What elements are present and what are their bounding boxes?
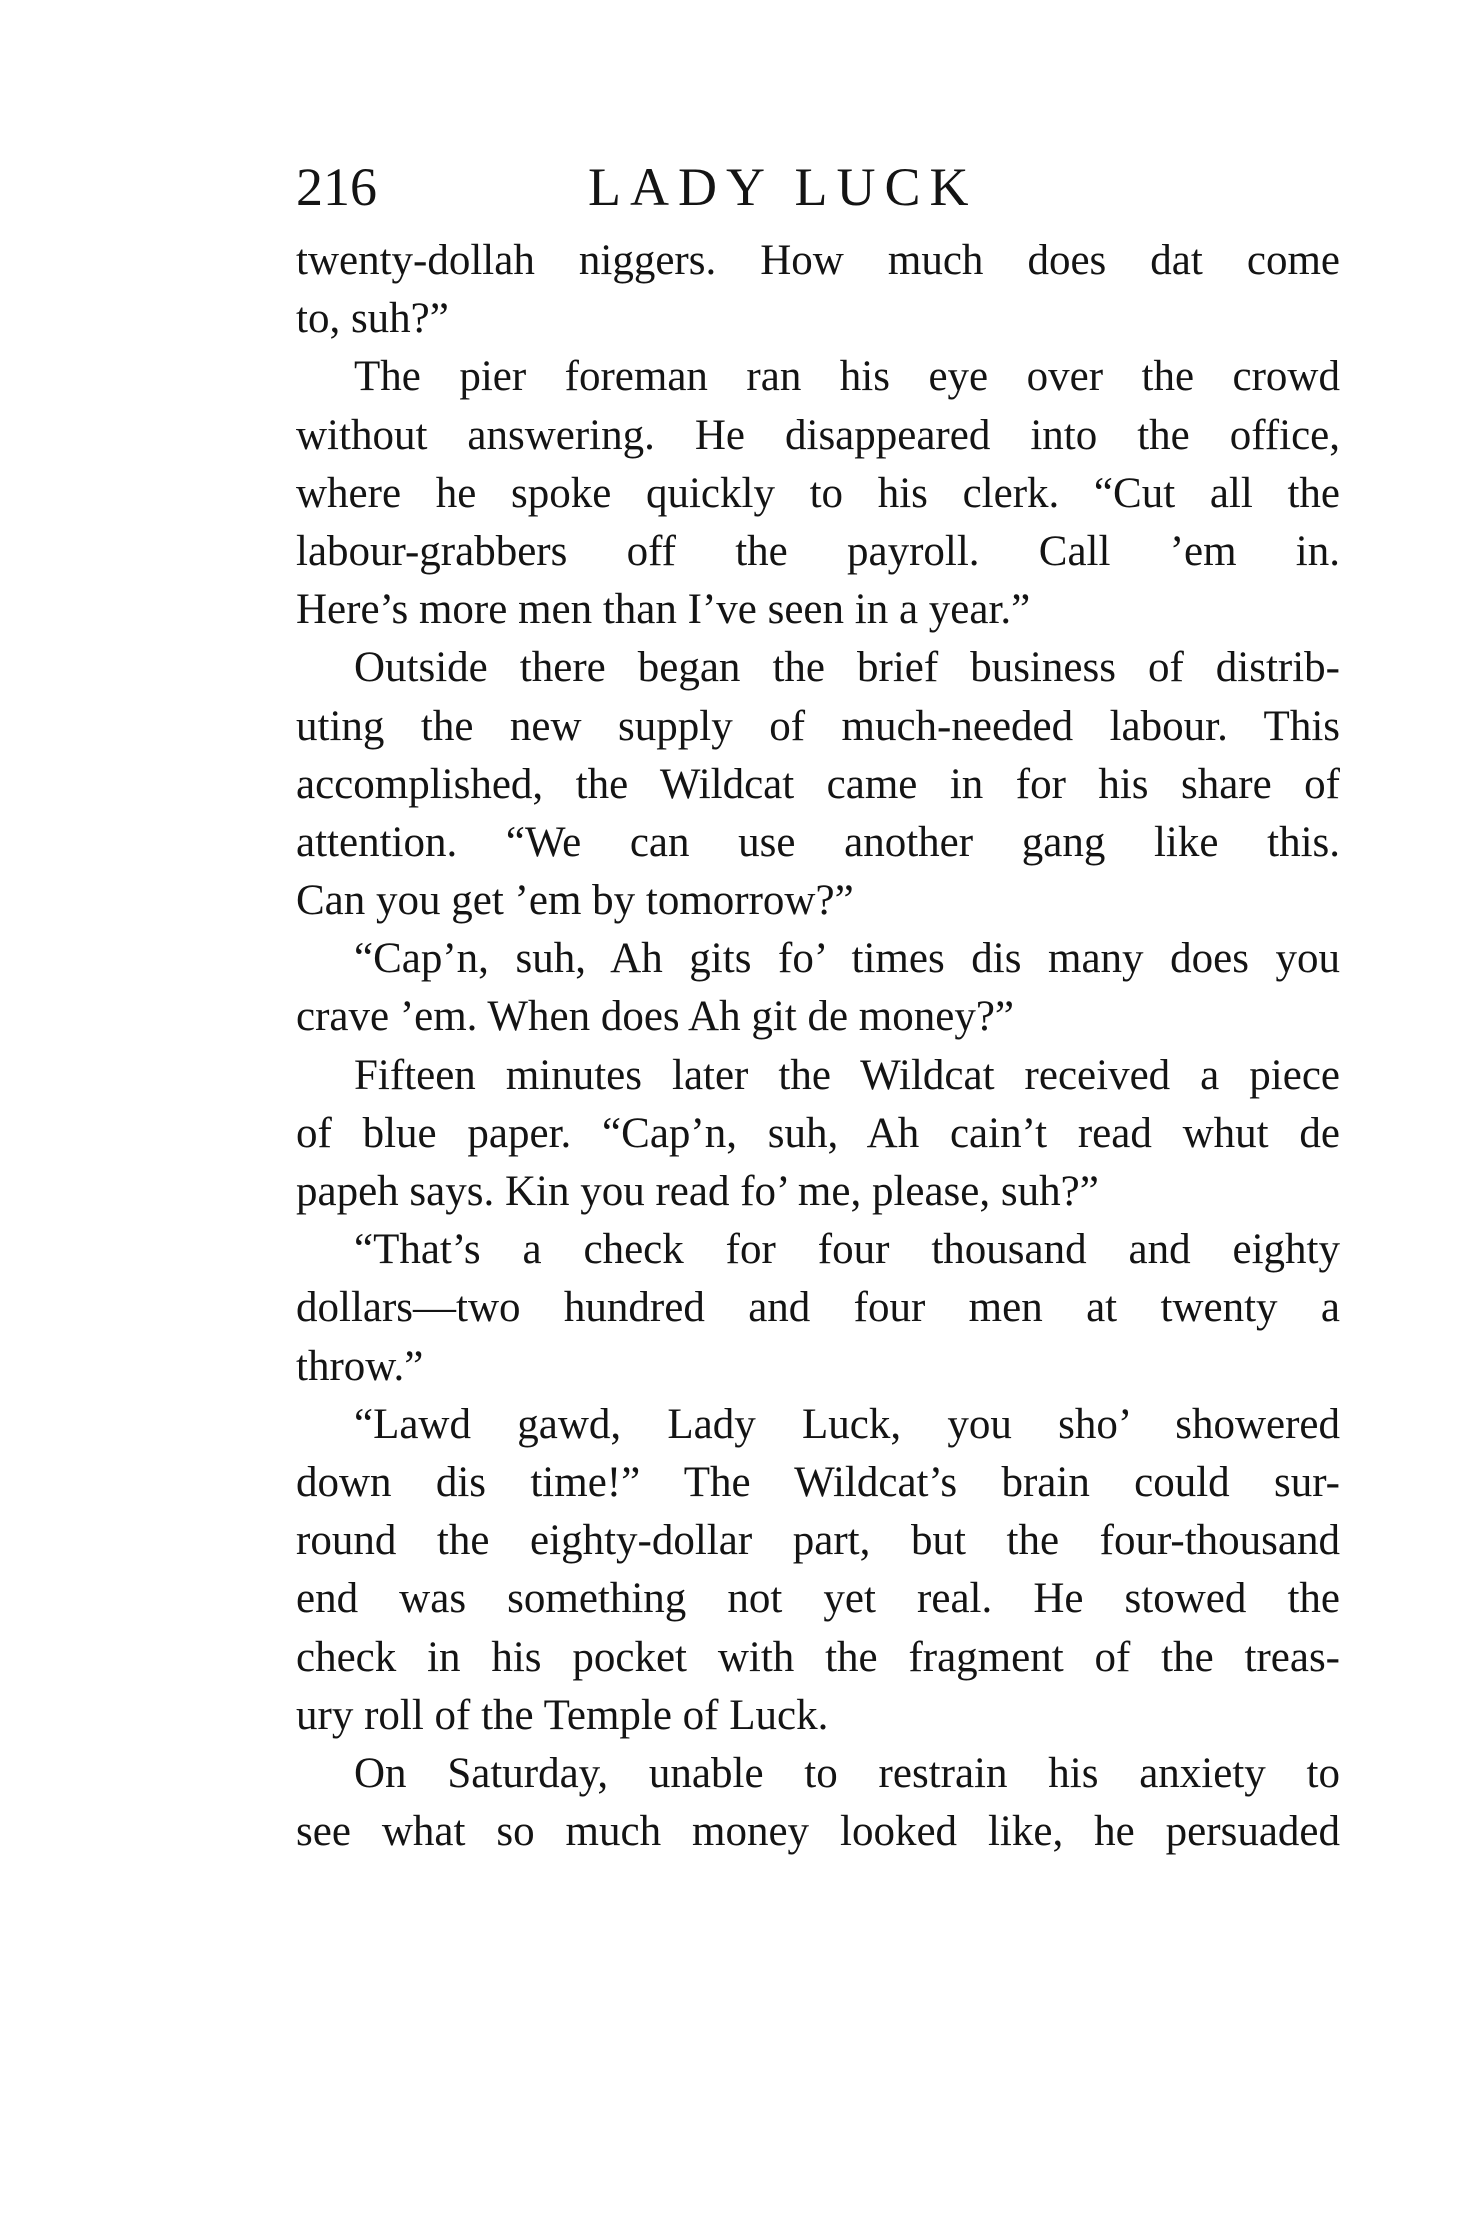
text-line: without answering. He disappeared into the office,	[296, 411, 1340, 459]
paragraph	[296, 639, 1340, 930]
text-line: attention. “We can use another gang like this.	[296, 818, 1340, 866]
text-line: throw.”	[296, 1342, 424, 1390]
text-line: “Lawd gawd, Lady Luck, you sho’ showered	[354, 1400, 1340, 1448]
body-text	[296, 232, 1340, 1861]
text-line: dollars—two hundred and four men at twenty a	[296, 1284, 1340, 1332]
text-line: round the eighty-dollar part, but the four-thousand	[296, 1517, 1340, 1565]
text-line: crave ’em. When does Ah git de money?”	[296, 993, 1015, 1041]
text-line: uting the new supply of much-needed labour. This	[296, 702, 1340, 750]
page-number: 216	[296, 157, 377, 217]
text-line: ury roll of the Temple of Luck.	[296, 1691, 829, 1739]
running-head	[296, 152, 1356, 222]
paragraph	[296, 232, 1340, 348]
text-line: see what so much money looked like, he persuaded	[296, 1808, 1340, 1856]
text-line: down dis time!” The Wildcat’s brain could sur-	[296, 1458, 1340, 1506]
text-line: to, suh?”	[296, 295, 449, 343]
text-line: accomplished, the Wildcat came in for his share of	[296, 760, 1340, 808]
paragraph	[296, 348, 1340, 639]
text-line: labour-grabbers off the payroll. Call ’em in.	[296, 527, 1340, 575]
text-line: of blue paper. “Cap’n, suh, Ah cain’t read whut de	[296, 1109, 1340, 1157]
text-line: The pier foreman ran his eye over the crowd	[354, 353, 1340, 401]
text-line: On Saturday, unable to restrain his anxiety to	[354, 1749, 1340, 1797]
text-line: “That’s a check for four thousand and eighty	[354, 1226, 1340, 1274]
paragraph	[296, 1396, 1340, 1745]
paragraph	[296, 930, 1340, 1046]
text-line: Here’s more men than I’ve seen in a year.”	[296, 586, 1031, 634]
text-line: Fifteen minutes later the Wildcat received a piece	[354, 1051, 1340, 1099]
text-line: Can you get ’em by tomorrow?”	[296, 877, 854, 925]
text-line: “Cap’n, suh, Ah gits fo’ times dis many does you	[354, 935, 1340, 983]
text-line: end was something not yet real. He stowed the	[296, 1575, 1340, 1623]
text-line: papeh says. Kin you read fo’ me, please, suh?”	[296, 1168, 1099, 1215]
paragraph	[296, 1221, 1340, 1396]
text-line: where he spoke quickly to his clerk. “Cut all the	[296, 469, 1340, 517]
book-title: LADY LUCK	[588, 157, 978, 217]
text-line: Outside there began the brief business of distrib-	[354, 644, 1340, 692]
text-line: check in his pocket with the fragment of the treas-	[296, 1633, 1340, 1681]
text-line: twenty-dollah niggers. How much does dat come	[296, 237, 1340, 284]
paragraph	[296, 1745, 1340, 1861]
paragraph	[296, 1047, 1340, 1222]
